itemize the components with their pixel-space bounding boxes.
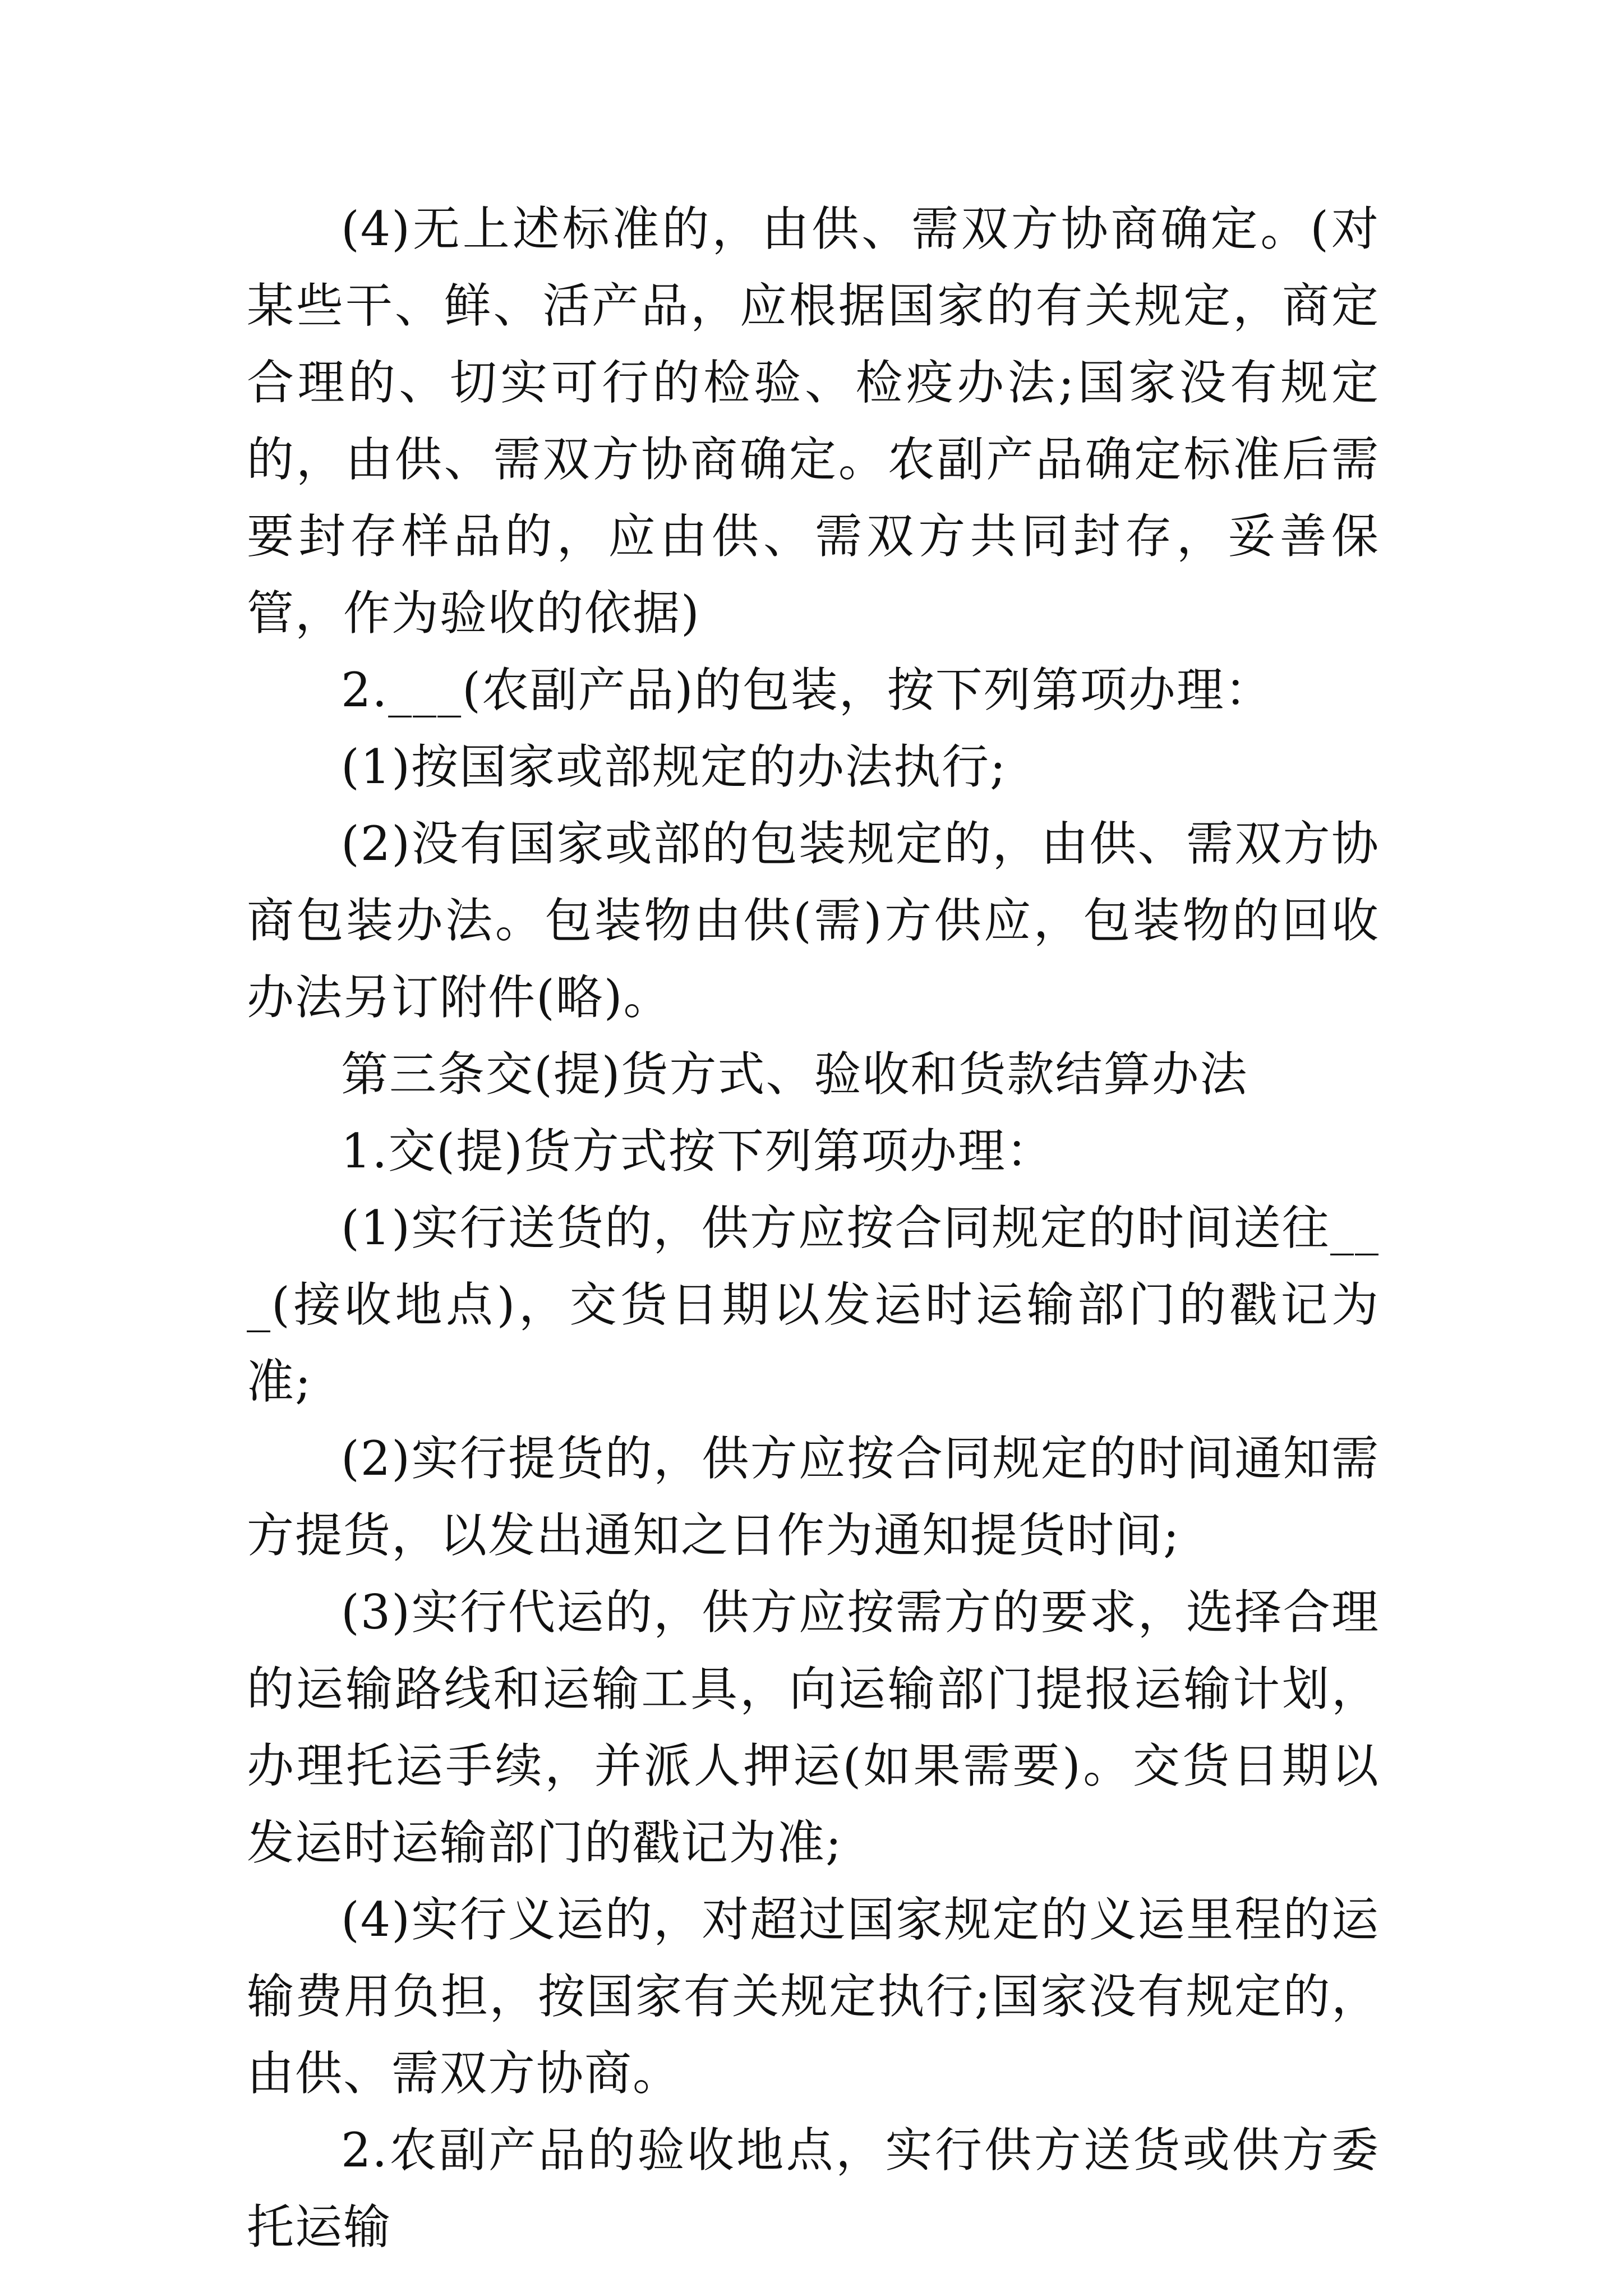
paragraph-packaging-option-1: (1)按国家或部规定的办法执行; [341, 739, 1007, 794]
paragraph-delivery-option-3: (3)实行代运的，供方应按需方的要求，选择合理的运输路线和运输工具，向运输部门提报运输计划，办理托运手续，并派人押运(如果需要)。交货日期以发运时运输部门的戳记为准; [247, 1585, 1380, 1870]
paragraph-packaging-heading: 2.___(农副产品)的包装，按下列第项办理： [341, 662, 1273, 717]
paragraph-acceptance-location: 2.农副产品的验收地点，实行供方送货或供方委托运输 [247, 2123, 1380, 2254]
paragraph-inspection-negotiation: (4)无上述标准的，由供、需双方协商确定。(对某些干、鲜、活产品，应根据国家的有关规定，商定合理的、切实可行的检验、检疫办法;国家没有规定的，由供、需双方协商确定。农副产品确定标准后需要封存样品的，应由供、需双方共同封存，妥善保管，作为验收的依据) [247, 201, 1380, 641]
paragraph-delivery-option-1: (1)实行送货的，供方应按合同规定的时间送往___(接收地点)，交货日期以发运时运输部门的戳记为准; [247, 1200, 1380, 1409]
document-body [247, 191, 1380, 2266]
paragraph-delivery-method-heading: 1.交(提)货方式按下列第项办理： [341, 1124, 1054, 1179]
paragraph-delivery-option-4: (4)实行义运的，对超过国家规定的义运里程的运输费用负担，按国家有关规定执行;国家没有规定的，由供、需双方协商。 [247, 1892, 1380, 2101]
article-three-heading: 第三条交(提)货方式、验收和货款结算办法 [341, 1047, 1248, 1102]
paragraph-delivery-option-2: (2)实行提货的，供方应按合同规定的时间通知需方提货，以发出通知之日作为通知提货时间; [247, 1431, 1380, 1563]
paragraph-packaging-option-2: (2)没有国家或部的包装规定的，由供、需双方协商包装办法。包装物由供(需)方供应，包装物的回收办法另订附件(略)。 [247, 816, 1380, 1025]
